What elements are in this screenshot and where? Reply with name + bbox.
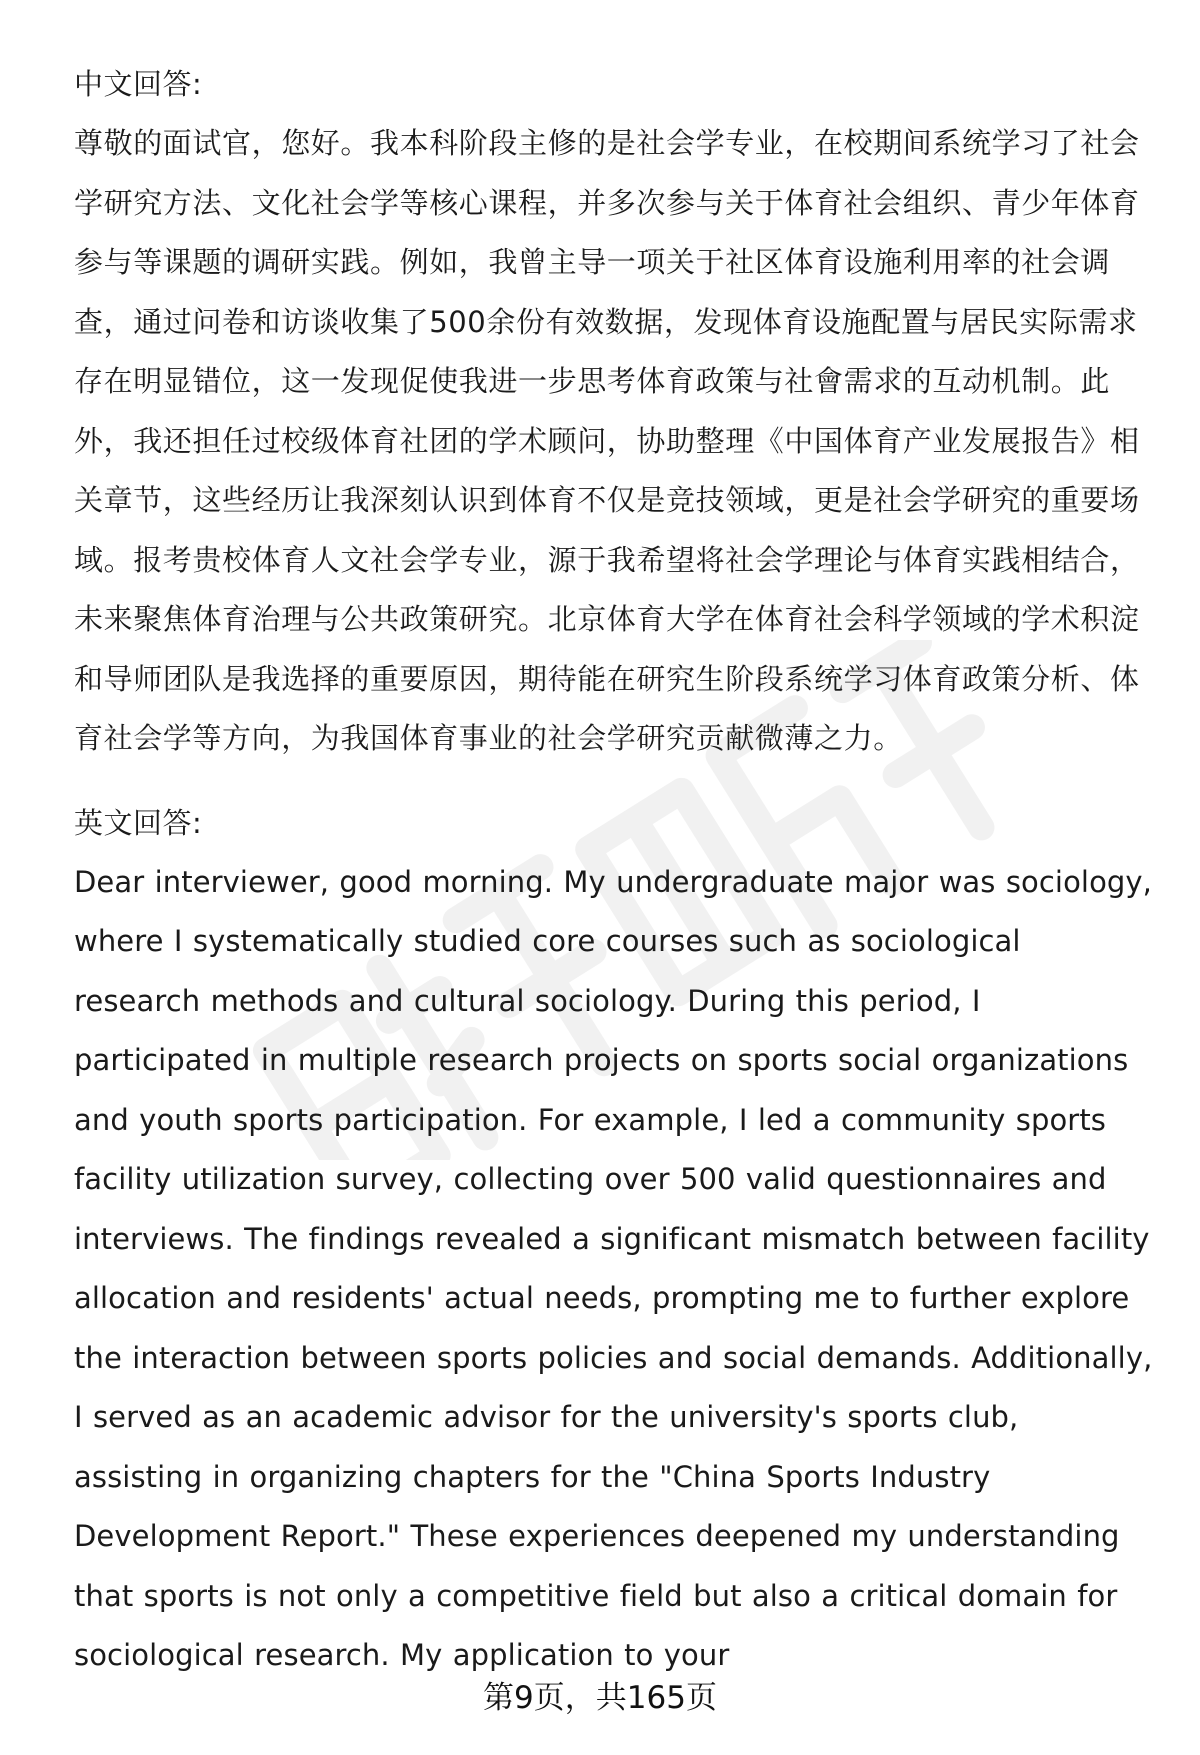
english-answer-label: 英文回答: bbox=[74, 805, 203, 840]
chinese-answer-label: 中文回答: bbox=[74, 67, 203, 101]
section-spacer bbox=[74, 769, 1154, 803]
chinese-answer-text: 尊敬的面试官，您好。我本科阶段主修的是社会学专业，在校期间系统学习了社会学研究方法、文化社会学等核心课程，并多次参与关于体育社会组织、青少年体育参与等课题的调研实践。例如，我曾主导一项关于社区体育设施利用率的社会调查，通过问卷和访谈收集了500余份有效数据，发现体育设施配置与居民实际需求存在明显错位，这一发现促使我进一步思考体育政策与社會需求的互动机制。此外，我还担任过校级体育社团的学术顾问，协助整理《中国体育产业发展报告》相关章节，这些经历让我深刻认识到体育不仅是竞技领域，更是社会学研究的重要场域。报考贵校体育人文社会学专业，源于我希望将社会学理论与体育实践相结合，未来聚焦体育治理与公共政策研究。北京体育大学在体育社会科学领域的学术积淀和导师团队是我选择的重要原因，期待能在研究生阶段系统学习体育政策分析、体育社会学等方向，为我国体育事业的社会学研究贡献微薄之力。 bbox=[74, 126, 1140, 755]
document-body bbox=[74, 64, 1154, 1686]
page-indicator: 第9页，共165页 bbox=[483, 1680, 717, 1716]
english-answer-text: Dear interviewer, good morning. My undergraduate major was sociology, where I systematically studied core courses such as sociological research methods and cultural sociology. During this period, I participated in multiple research projects on sports social organizations and youth sports participation. For example, I led a community sports facility utilization survey, collecting over 500 valid questionnaires and interviews. The findings revealed a significant mismatch between facility allocation and residents' actual needs, prompting me to further explore the interaction between sports policies and social demands. Additionally, I served as an academic advisor for the university's sports club, assisting in organizing chapters for the "China Sports Industry Development Report." These experiences deepened my understanding that sports is not only a competitive field but also a critical domain for sociological research. My application to your bbox=[74, 864, 1153, 1672]
